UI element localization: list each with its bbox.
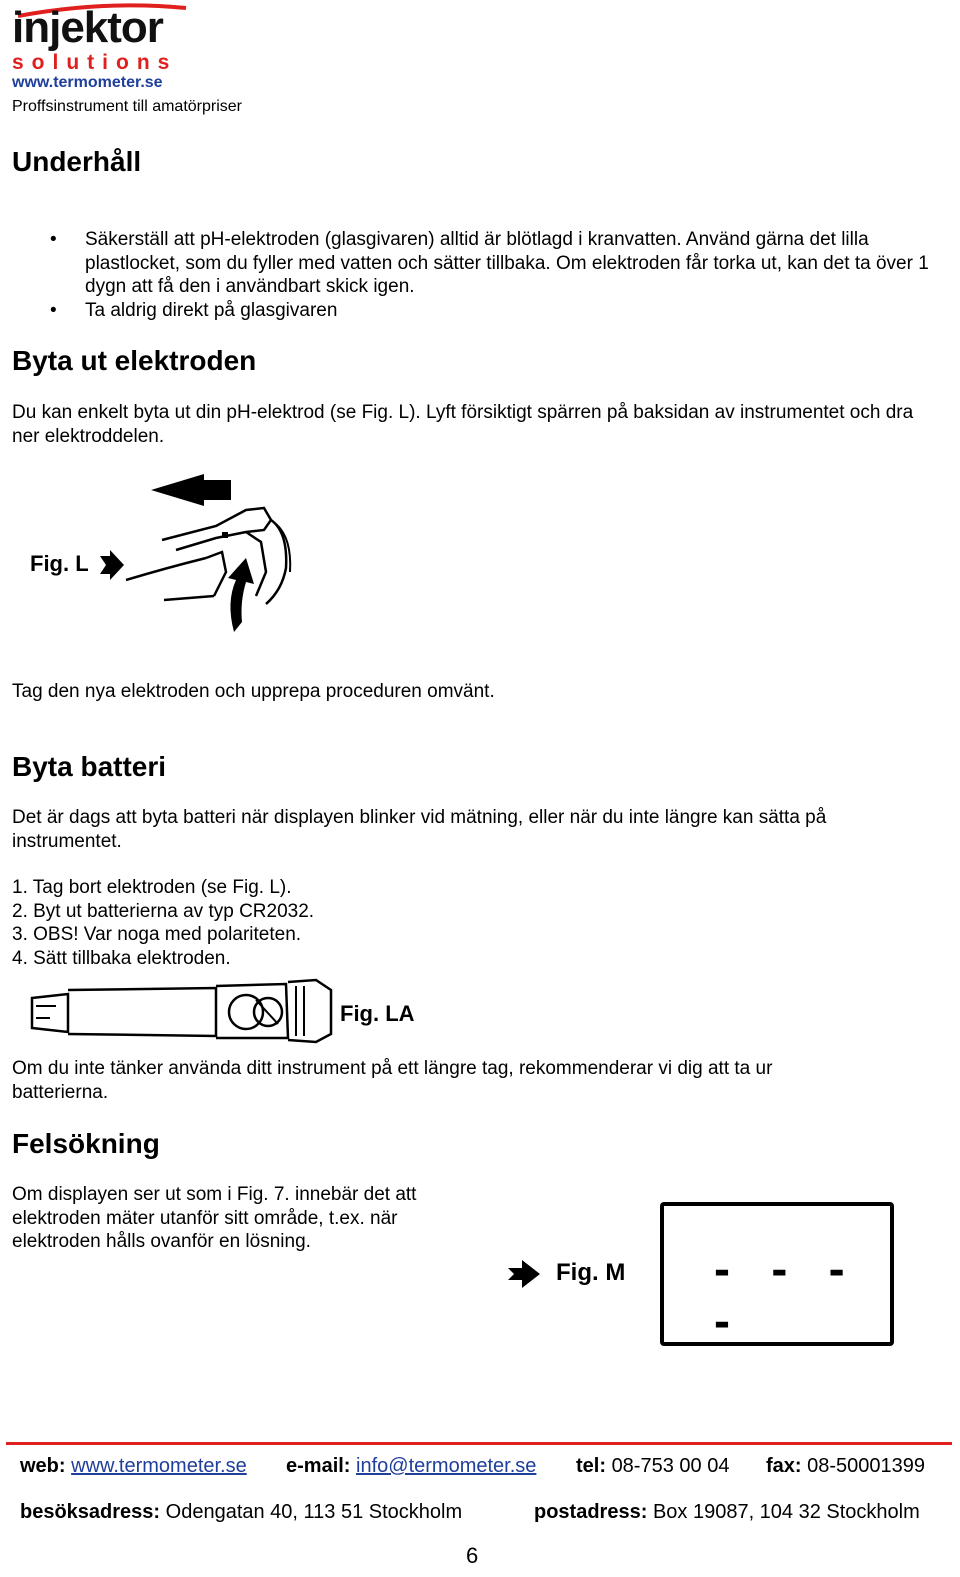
footer-divider: [6, 1442, 952, 1445]
battery-steps: [12, 876, 612, 970]
section-title-underhall: Underhåll: [12, 146, 142, 177]
arrow-curved-up-icon: [228, 558, 254, 632]
electrode-after: Tag den nya elektroden och upprepa proceduren omvänt.: [12, 681, 495, 702]
troubleshooting-text: Om displayen ser ut som i Fig. 7. innebär det att elektroden mäter utanför sitt område, t.ex. när elektroden hålls ovanför en lösning.: [12, 1184, 417, 1252]
arrow-left-icon: [151, 474, 231, 506]
footer-postal-address: postadress: Box 19087, 104 32 Stockholm: [534, 1501, 920, 1523]
email-link[interactable]: info@termometer.se: [356, 1455, 537, 1477]
display-readout: - - - -: [714, 1243, 859, 1348]
list-item: 3. OBS! Var noga med polariteten.: [12, 924, 302, 945]
list-item: 4. Sätt tillbaka elektroden.: [12, 947, 231, 969]
battery-note: Om du inte tänker använda ditt instrument på ett längre tag, rekommenderar vi dig att ta ur batterierna.: [12, 1058, 773, 1103]
meter-body-icon: [32, 980, 331, 1042]
section-title-felsokning: Felsökning: [12, 1128, 160, 1159]
footer-web: web: www.termometer.se: [20, 1455, 247, 1477]
logo-subtitle: solutions: [12, 51, 178, 74]
maintenance-list: [50, 228, 940, 322]
figure-label-l: Fig. L: [30, 551, 89, 576]
footer-email: e-mail: info@termometer.se: [286, 1455, 537, 1477]
logo-url[interactable]: www.termometer.se: [12, 74, 163, 91]
list-item: 1. Tag bort elektroden (se Fig. L).: [12, 877, 292, 898]
section-title-byta-batteri: Byta batteri: [12, 751, 167, 782]
arrow-right-icon: [506, 1258, 542, 1290]
lcd-display: [660, 1202, 894, 1346]
arrow-right-icon: [100, 550, 124, 580]
list-item: 2. Byt ut batterierna av typ CR2032.: [12, 900, 315, 922]
page-number: 6: [466, 1543, 479, 1568]
electrode-intro: Du kan enkelt byta ut din pH-elektrod (se Fig. L). Lyft försiktigt spärren på baksidan av instrumentet och dra ner elektroddelen.: [12, 402, 914, 447]
logo-wordmark: injektor: [12, 3, 163, 52]
battery-figure: [26, 976, 338, 1046]
battery-intro: Det är dags att byta batteri när displayen blinker vid mätning, eller när du inte längre kan sätta på instrumentet.: [12, 807, 827, 852]
web-link[interactable]: www.termometer.se: [71, 1455, 247, 1477]
figure-label-m: Fig. M: [556, 1259, 626, 1286]
footer-fax: fax: 08-50001399: [766, 1455, 926, 1477]
figure-label-la: Fig. LA: [340, 1001, 415, 1026]
electrode-removal-figure: [96, 472, 301, 637]
tagline: Proffsinstrument till amatörpriser: [12, 98, 242, 115]
footer-visit-address: besöksadress: Odengatan 40, 113 51 Stockholm: [20, 1501, 463, 1523]
section-title-byta-elektroden: Byta ut elektroden: [12, 345, 257, 376]
list-item: • Säkerställ att pH-elektroden (glasgivaren) alltid är blötlagd i kranvatten. Använd gärna det lilla plastlocket, som du fyller med vatten och sätter tillbaka. Om elektroden får torka ut, kan det ta över 1 dygn att få den i användbart skick igen.: [50, 228, 940, 299]
list-item: • Ta aldrig direkt på glasgivaren: [50, 299, 940, 323]
footer-tel: tel: 08-753 00 04: [576, 1455, 730, 1477]
